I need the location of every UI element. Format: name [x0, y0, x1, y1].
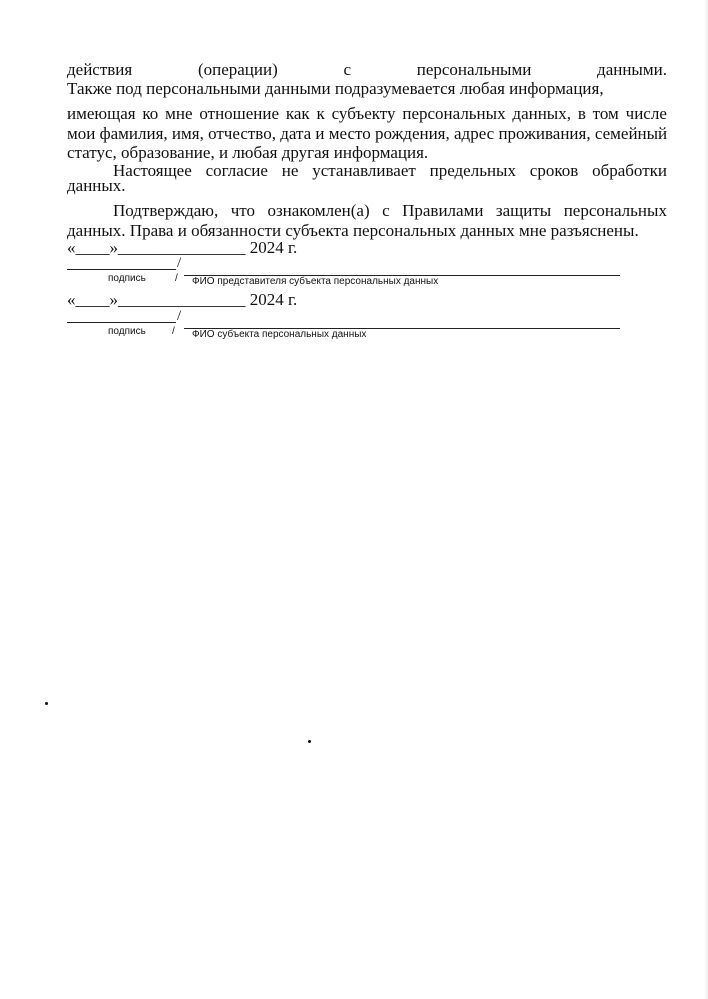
word: Правилами: [402, 201, 484, 220]
signature-label-2: подпись: [108, 326, 146, 337]
slash-1: /: [177, 255, 182, 271]
word: данных,: [512, 104, 571, 123]
word: согласие: [205, 161, 268, 180]
word: предельных: [429, 161, 516, 180]
signature-rule-1: [67, 269, 176, 270]
word: ко: [142, 104, 159, 123]
scan-speck: [308, 740, 311, 743]
word: персональных: [563, 201, 667, 220]
name-label-2: ФИО субъекта персональных данных: [192, 329, 367, 340]
word: том: [592, 104, 619, 123]
word: устанавливает: [312, 161, 416, 180]
scan-edge-shadow: [704, 0, 708, 999]
word: (операции): [197, 60, 278, 79]
word: данными.: [597, 60, 667, 79]
paragraph1-line3: [67, 104, 667, 123]
word: мне: [165, 104, 193, 123]
word: не: [281, 161, 299, 180]
word: сроков: [529, 161, 579, 180]
date-line-1: «____»_______________ 2024 г.: [67, 238, 298, 257]
paragraph1-line4: мои фамилия, имя, отчество, дата и место рождения, адрес проживания, семейный: [67, 124, 668, 143]
word: отношение: [199, 104, 280, 123]
word: действия: [67, 60, 133, 79]
word: имеющая: [67, 104, 136, 123]
name-label-1: ФИО представителя субъекта персональных данных: [192, 276, 439, 287]
word: ознакомлен(а): [267, 201, 370, 220]
word: числе: [625, 104, 667, 123]
word: как: [285, 104, 310, 123]
signature-rule-2: [67, 322, 176, 323]
word: Настоящее: [113, 161, 192, 180]
paragraph2-line1: [113, 161, 667, 180]
paragraph3-line1: [113, 201, 667, 220]
word: к: [316, 104, 325, 123]
word: с: [382, 201, 390, 220]
paragraph2-line2: данных.: [67, 176, 126, 195]
signature-label-1: подпись: [108, 273, 146, 284]
word: в: [577, 104, 586, 123]
date-line-2: «____»_______________ 2024 г.: [67, 290, 298, 309]
paragraph3-line2: данных. Права и обязанности субъекта персональных данных мне разъяснены.: [67, 221, 639, 240]
scan-speck: [45, 702, 48, 705]
word: персональных: [402, 104, 506, 123]
label-separator-2: /: [172, 326, 175, 337]
paragraph1-line1: [67, 60, 667, 79]
word: Подтверждаю,: [113, 201, 219, 220]
word: защиты: [495, 201, 552, 220]
label-separator-1: /: [175, 273, 178, 284]
paragraph1-line2: Также под персональными данными подразумевается любая информация,: [67, 79, 604, 98]
word: персональными: [416, 60, 532, 79]
word: с: [343, 60, 352, 79]
word: субъекту: [331, 104, 396, 123]
word: обработки: [592, 161, 667, 180]
word: что: [230, 201, 255, 220]
paragraph1-line5: статус, образование, и любая другая информация.: [67, 143, 429, 162]
slash-2: /: [177, 308, 182, 324]
